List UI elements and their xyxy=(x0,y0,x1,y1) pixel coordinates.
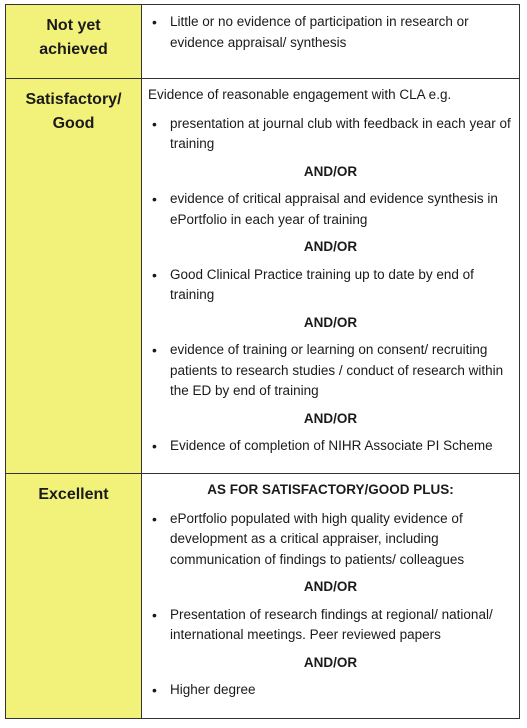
criteria-bullet: • Good Clinical Practice training up to date by end of training xyxy=(142,265,519,306)
table-row xyxy=(6,79,520,474)
criteria-cell xyxy=(142,5,520,79)
criteria-bullet: • Evidence of completion of NIHR Associate PI Scheme xyxy=(142,436,519,457)
grade-label-cell xyxy=(6,5,142,79)
and-or-separator: AND/OR xyxy=(303,579,358,594)
grade-label: Satisfactory/ Good xyxy=(25,91,122,132)
criteria-intro: Evidence of reasonable engagement with CLA e.g. xyxy=(148,87,452,102)
criteria-bullet: • Little or no evidence of participation in research or evidence appraisal/ synthesis xyxy=(142,12,519,53)
grade-label-cell xyxy=(6,474,142,719)
grade-label: Not yet achieved xyxy=(39,17,108,58)
table-row xyxy=(6,5,520,79)
table-row xyxy=(6,474,520,719)
criteria-headline: AS FOR SATISFACTORY/GOOD PLUS: xyxy=(207,482,454,497)
and-or-separator: AND/OR xyxy=(303,410,358,426)
and-or-separator: AND/OR xyxy=(303,239,358,254)
and-or-separator: AND/OR xyxy=(303,654,358,670)
and-or-separator: AND/OR xyxy=(303,163,358,179)
criteria-bullet: • evidence of training or learning on consent/ recruiting patients to research studies / conduct of research within the ED by end of training xyxy=(142,340,519,402)
criteria-bullet: • Presentation of research findings at regional/ national/ international meetings. Peer reviewed papers xyxy=(142,605,519,646)
grade-label-cell xyxy=(6,79,142,474)
criteria-bullet: • ePortfolio populated with high quality evidence of development as a critical appraiser, including communication of findings to patients/ colleagues xyxy=(142,509,519,571)
criteria-cell xyxy=(142,474,520,719)
criteria-bullet: • evidence of critical appraisal and evidence synthesis in ePortfolio in each year of training xyxy=(142,189,519,230)
criteria-cell xyxy=(142,79,520,474)
assessment-table xyxy=(5,4,520,719)
grade-label: Excellent xyxy=(38,486,109,503)
criteria-bullet: • Higher degree xyxy=(142,680,519,701)
and-or-separator: AND/OR xyxy=(303,314,358,330)
criteria-bullet: • presentation at journal club with feedback in each year of training xyxy=(142,114,519,155)
